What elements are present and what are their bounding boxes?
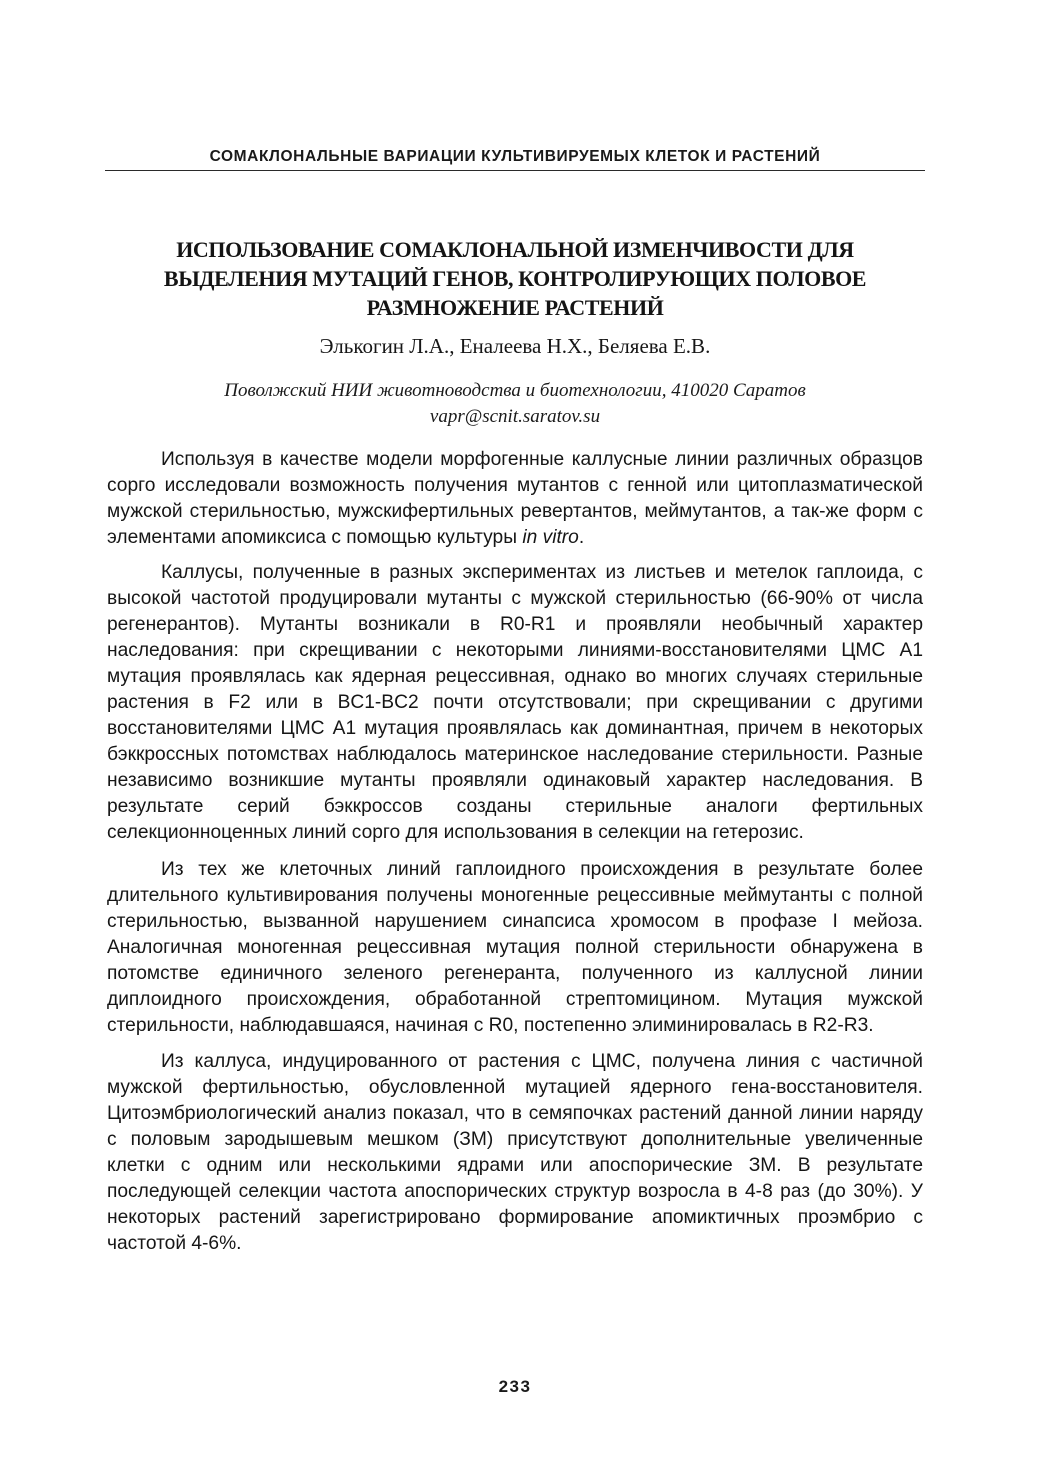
paragraph-1-text: Используя в качестве модели морфогенные каллусные линии различных образцов сорго исследовали возможность получения мутантов с генной или цитоплазматической мужской стерильностью, мужскифертильных ревертантов, меймутантов, а так-же форм с элементами апомиксиса с помощью культуры [107,449,923,548]
paragraph-3: Из тех же клеточных линий гаплоидного происхождения в результате более длительного культивирования получены моногенные рецессивные меймутанты с полной стерильностью, вызванной нарушением синапсиса хромосом в профазе I мейоза. Аналогичная моногенная рецессивная мутация полной стерильности обнаружена в потомстве единичного зеленого регенеранта, полученного из каллусной линии диплоидного происхождения, обработанной стрептомицином. Мутация мужской стерильности, наблюдавшаяся, начиная с R0, постепенно элиминировалась в R2-R3. [107,859,923,1036]
paragraph-1 [107,447,923,551]
paragraph-1-italic: in vitro [522,527,579,548]
affiliation [105,378,925,430]
title-line-2: ВЫДЕЛЕНИЯ МУТАЦИЙ ГЕНОВ, КОНТРОЛИРУЮЩИХ ПОЛОВОЕ [163,266,867,291]
affiliation-institute: Поволжский НИИ животноводства и биотехнологии, 410020 Саратов [224,380,806,401]
authors: Элькогин Л.А., Еналеева Н.Х., Беляева Е.В. [319,334,711,358]
running-header: СОМАКЛОНАЛЬНЫЕ ВАРИАЦИИ КУЛЬТИВИРУЕМЫХ КЛЕТОК И РАСТЕНИЙ [209,148,821,165]
affiliation-email: vapr@scnit.saratov.su [429,406,601,427]
article-title [105,235,925,322]
paragraph-2: Каллусы, полученные в разных экспериментах из листьев и метелок гаплоида, с высокой частотой продуцировали мутанты с мужской стерильностью (66-90% от числа регенерантов). Мутанты возникали в R0-R1 и проявляли необычный характер наследования: при скрещивании с некоторыми линиями-восстановителями ЦМС А1 мутация проявлялась как ядерная рецессивная, однако во многих случаях стерильные растения в F2 или в BC1-BC2 почти отсутствовали; при скрещивании с другими восстановителями ЦМС А1 мутация проявлялась как доминантная, причем в некоторых бэккроссных потомствах наблюдалось материнское наследование стерильности. Разные независимо возникшие мутанты проявляли одинаковый характер наследования. В результате серий бэккроссов созданы стерильные аналоги фертильных селекционноценных линий сорго для использования в селекции на гетерозис. [107,562,923,843]
page-number: 233 [498,1377,532,1396]
paragraph-4: Из каллуса, индуцированного от растения с ЦМС, получена линия с частичной мужской фертильностью, обусловленной мутацией ядерного гена-восстановителя. Цитоэмбриологический анализ показал, что в семяпочках растений данной линии наряду с половым зародышевым мешком (ЗМ) присутствуют дополнительные увеличенные клетки с одним или несколькими ядрами или апоспорические ЗМ. В результате последующей селекции частота апоспорических структур возросла в 4-8 раз (до 30%). У некоторых растений зарегистрировано формирование апомиктичных проэмбрио с частотой 4-6%. [107,1051,923,1254]
title-line-1: ИСПОЛЬЗОВАНИЕ СОМАКЛОНАЛЬНОЙ ИЗМЕНЧИВОСТИ ДЛЯ [176,237,854,262]
title-line-3: РАЗМНОЖЕНИЕ РАСТЕНИЙ [366,295,664,320]
paragraph-1-end: . [578,527,585,548]
article-body [107,447,923,1267]
header-rule [105,170,925,171]
